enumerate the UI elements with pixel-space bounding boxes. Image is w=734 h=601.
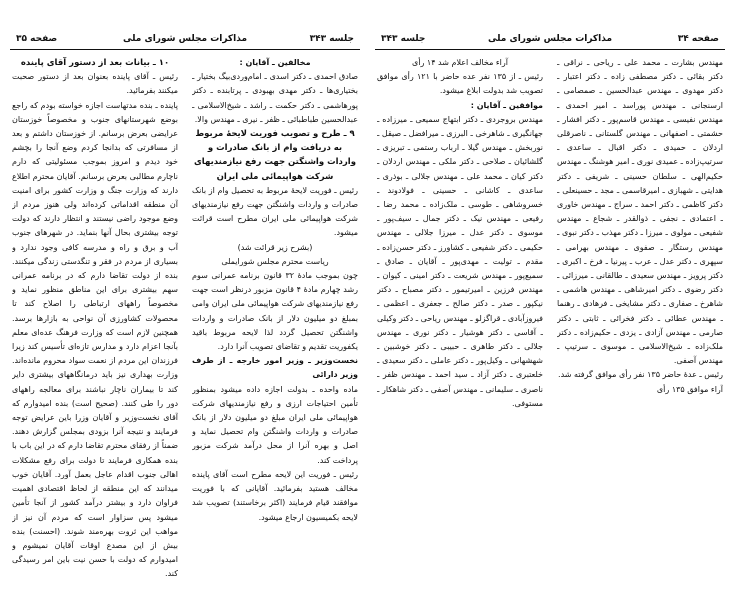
address-line: ریاست محترم مجلس شورایملی: [221, 256, 329, 266]
paragraph: رئیس ـ عدهٔ حاضر ۱۳۵ نفر رأی موافق گرفته شد.: [558, 370, 723, 380]
session-number: جلسه ۳۴۳: [309, 34, 354, 44]
paragraph: رئیس ـ آقای پاینده بعنوان بعد از دستور صحبت میکنند بفرمائید.: [12, 72, 178, 96]
paragraph: ماده واحده ـ بدولت اجازه داده میشود بمنظور تأمین احتیاجات ارزی و رفع نیازمندیهای شرکت هواپیمائی ملی ایران مبلغ دو میلیون دلار از بانک صادرات و واردات واشنگتن وام تحصیل نماید و اصل و بهره آنرا از محل درآمد شرکت مزبور پرداخت کند.: [192, 384, 358, 465]
page-header: [10, 34, 360, 48]
header-rule: [375, 49, 725, 50]
opponents-label: مخالفین ـ آقایان :: [239, 58, 311, 67]
paragraph: رئیس ـ فوریت لایحهٔ مربوط به تحصیل وام از بانک صادرات و واردات واشنگتن جهت رفع نیازمندیهای شرکت هواپیمائی ملی ایران مطرح است قرائت میشود.: [192, 185, 358, 238]
paragraph: پاینده ـ بنده مدتهاست اجازه خواسته بودم که راجع بوضع شهرستانهای جنوب و مخصوصاً خوزستان عرایضی بعرض برسانم. از خوزستان داشتم و بعد از مسافرتی که بدانجا کردم وضع آنجا را بچشم خود دیدم و امروز بموجب مسئولیتی که دارم ناچارم مطالبی بعرض برسانم. آقایان محترم اطلاع دارند که وزارت جنگ و وزارت کشور برای امنیت آن منطقه اقداماتی کرده‌اند ولی هنوز مردم از وضع موجود راضی نیستند و انتظار دارند که دولت توجه بیشتری بحال آنها بنماید. در شهرهای جنوب آب و برق و راه و مدرسه کافی وجود ندارد و بسیاری از مردم در فقر و تنگدستی زندگی میکنند. بنده از دولت تقاضا دارم که در برنامه عمرانی سهم بیشتری برای این مناطق منظور نماید و مخصوصاً راههای ارتباطی را اصلاح کند تا محصولات کشاورزی آن نواحی به بازارها برسد. همچنین لازم است که وزارت فرهنگ عده‌ای معلم بآنجا اعزام دارد و مدارس تازه‌ای تأسیس کند زیرا فرزندان این مردم از نعمت سواد محروم مانده‌اند. وزارت بهداری نیز باید درمانگاههای بیشتری دایر کند تا بیماران ناچار نباشند برای معالجه راههای دور را طی کنند. (صحیح است) بنده امیدوارم که آقای نخست‌وزیر و آقایان وزرا باین عرایض توجه فرمایند و نتیجه آنرا بزودی بمجلس گزارش دهند. ضمناً از رفقای محترم تقاضا دارم که در این باب با بنده همکاری فرمایند تا دولت برای رفع مشکلات اهالی جنوب اقدام عاجل بعمل آورد. آقایان خوب میدانند که این منطقه از لحاظ اقتصادی اهمیت فراوان دارد و بیشتر درآمد کشور از آنجا تأمین میشود پس سزاوار است که مردم آن نیز از مواهب این ثروت بهره‌مند شوند. (احسنت) بنده بیش از این مصدع اوقات آقایان نمیشوم و امیدوارم که دولت با حسن نیت باین امر رسیدگی کند.: [12, 100, 178, 579]
paragraph: رئیس ـ از ۱۳۵ نفر عده حاضر با ۱۲۱ رأی موافق تصویب شد بدولت ابلاغ میشود.: [377, 72, 543, 96]
header-rule: [10, 49, 360, 50]
page-header: [375, 34, 725, 48]
names-list: مهندس بشارت ـ محمد علی ـ ریاحی ـ نراقی ـ دکتر بقائی ـ دکتر مصطفی زاده ـ دکتر اعتبار ـ دکتر مهدوی ـ مهندس عبدالحسین ـ صمصامی ـ ارسنجانی ـ مهندس پوراسد ـ امیر احمدی ـ مهندس نفیسی ـ مهندس قاسم‌پور ـ دکتر افشار ـ حشمتی ـ اصفهانی ـ مهندس گلستانی ـ ناصرقلی اردلان ـ حمیدی ـ دکتر اقبال ـ ساعدی ـ سرتیپ‌زاده ـ عمیدی نوری ـ امیر هوشنگ ـ مهندس حکیم‌الهی ـ سلطان حسینی ـ شریفی ـ دکتر هدایتی ـ شهبازی ـ امیرقاسمی ـ مجد ـ حسینعلی ـ دکتر کاظمی ـ دکتر احمد ـ سراج ـ مهندس خاوری ـ اعتمادی ـ نجفی ـ ذوالقدر ـ شجاع ـ مهندس شفیعی ـ مولوی ـ میرزا ـ دکتر مهذب ـ دکتر نبوی ـ مهندس رستگار ـ صفوی ـ مهندس بهرامی ـ سپهری ـ دکتر عدل ـ عرب ـ پیرنیا ـ فرخ ـ اکبری ـ دکتر پرویز ـ مهندس سعیدی ـ طالقانی ـ میرزائی ـ دکتر رضوی ـ دکتر امیرشاهی ـ مهندس هاشمی ـ شاهرخ ـ صفاری ـ دکتر مشایخی ـ فرهادی ـ رهنما ـ مهندس عطائی ـ دکتر فخرائی ـ ثابتی ـ دکتر صارمی ـ مهندس آزادی ـ یزدی ـ حکیم‌زاده ـ دکتر ملک‌زاده ـ شیخ‌الاسلامی ـ موسوی ـ سرتیپ ـ مهندس آصفی.: [557, 58, 723, 366]
column-left: [12, 56, 178, 590]
section-heading: ۱۰ ـ بیانات بعد از دستور آقای پاینده: [20, 58, 170, 68]
vote-count: آراء موافق ۱۳۵ رأی: [656, 384, 723, 394]
column-left: [377, 56, 543, 590]
running-title: مذاکرات مجلس شورای ملی: [487, 34, 613, 44]
signature-line: نخست‌وزیر ـ وزیر امور خارجه ـ از طرف وزیر دارائی: [192, 356, 358, 380]
reading-note: (بشرح زیر قرائت شد): [237, 242, 313, 252]
opponents-list: صادق احمدی ـ دکتر اسدی ـ امام‌وردی‌بیگ بختیار ـ بختیاری‌ها ـ دکتر مهدی بهبودی ـ پرتابنده ـ دکتر پورهاشمی ـ دکتر حکمت ـ راشد ـ شیخ‌الاسلامی ـ عبدالحسین طباطبائی ـ ظفر ـ نیری ـ مهندس والا.: [192, 72, 358, 124]
page-number: صفحه ۳۴: [677, 34, 719, 44]
supporters-label: موافقین ـ آقایان :: [470, 100, 543, 110]
page-number: صفحه ۳۵: [16, 34, 58, 44]
paragraph: رئیس ـ فوریت این لایحه مطرح است آقای پاینده مخالف هستید بفرمائید. آقایانی که با فوریت موافقند قیام فرمایند (اکثر برخاستند) تصویب شد لایحه بکمیسیون ارجاع میشود.: [192, 469, 358, 522]
paragraph: چون بموجب مادهٔ ۳۲ قانون برنامه عمرانی سوم رشد چهارم مادهٔ ۴ قانون مزبور درنظر است جهت رفع نیازمندیهای شرکت هواپیمائی ملی ایران وامی بمبلغ دو میلیون دلار از بانک صادرات و واردات واشنگتن تحصیل گردد لذا لایحه مربوط باقید یکفوریت تقدیم و تقاضای تصویب آنرا دارد.: [192, 271, 358, 352]
vote-count: آراء مخالف اعلام شد ۱۴ رأی: [412, 58, 508, 67]
column-right: [192, 56, 358, 590]
section-heading: ۹ ـ طرح و تصویب فوریت لایحهٔ مربوط به دریافت وام از بانک صادرات و واردات واشنگتن جهت رفع نیازمندیهای شرکت هواپیمائی ملی ایران: [193, 129, 356, 182]
session-number: جلسه ۳۴۳: [381, 34, 426, 44]
running-title: مذاکرات مجلس شورای ملی: [122, 34, 248, 44]
left-page: [10, 30, 360, 595]
supporters-list: مهندس بروجردی ـ دکتر ابتهاج سمیعی ـ میرزاده ـ جهانگیری ـ شاهرخی ـ البرزی ـ میرافضل ـ صیقل ـ نوربخش ـ مهندس گیلا ـ ارباب رستمی ـ تبریزی ـ گلشائیان ـ صلاحی ـ دکتر ملکی ـ مهندس اردلان ـ دکتر کیان ـ محمد علی ـ مهندس جلالی ـ بوذری ـ ساعدی ـ کاشانی ـ حسینی ـ فولادوند ـ خسروشاهی ـ طوسی ـ ملک‌زاده ـ محمد رضا ـ رفیعی ـ مهندس نیک ـ دکتر جمال ـ سیف‌پور ـ موسوی ـ دکتر عدل ـ میرزا جلالی ـ مهندس حکیمی ـ دکتر شفیعی ـ کشاورز ـ دکتر حسن‌زاده ـ مقدم ـ تولیت ـ مهدی‌پور ـ آقایان ـ صادق ـ سمیع‌پور ـ مهندس شریعت ـ دکتر امینی ـ کیوان ـ مهندس فرزین ـ امیرتیمور ـ دکتر مصباح ـ دکتر نیکپور ـ صدر ـ دکتر صالح ـ جعفری ـ اعظمی ـ فیروزآبادی ـ قراگزلو ـ مهندس ریاحی ـ دکتر وکیلی ـ آقاسی ـ دکتر هوشیار ـ دکتر نوری ـ مهندس جلالی ـ دکتر طاهری ـ حبیبی ـ دکتر خوشبین ـ شهشهانی ـ وکیل‌پور ـ دکتر عاملی ـ دکتر سعیدی ـ خلعتبری ـ دکتر آزاد ـ سید احمد ـ مهندس ظفر ـ ناصری ـ سلیمانی ـ مهندس آصفی ـ دکتر شاهکار ـ مستوفی.: [377, 114, 543, 408]
right-page: [375, 30, 725, 595]
column-right: [557, 56, 723, 590]
